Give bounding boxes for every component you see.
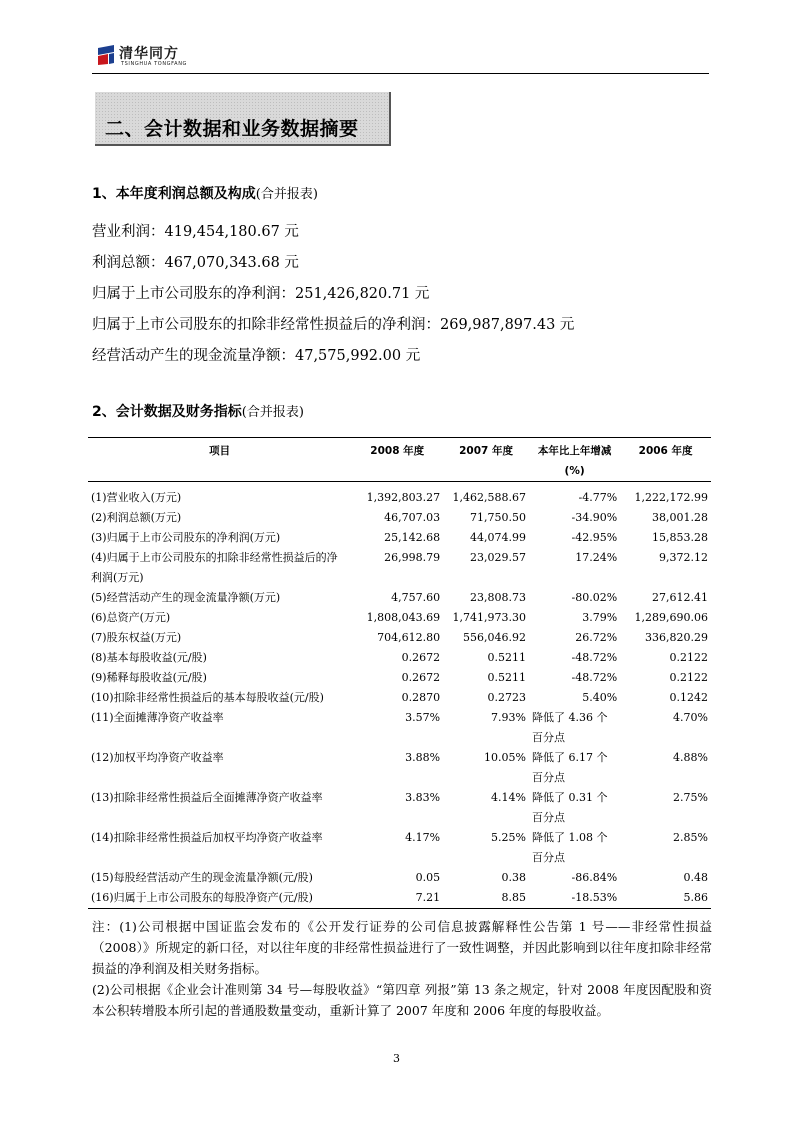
cell-2007: 0.5211: [487, 671, 526, 684]
page-header: [92, 40, 709, 74]
cell-change: -48.72%: [571, 671, 618, 684]
cell-change: -42.95%: [571, 531, 618, 544]
cell-2007: 71,750.50: [469, 511, 526, 524]
cell-2006: 0.2122: [669, 671, 708, 684]
subsection-1-note: (合并报表): [255, 187, 318, 202]
cell-2008: 7.21: [415, 891, 441, 904]
cell-2006: 2.85%: [673, 831, 708, 844]
cell-change: 17.24%: [575, 551, 618, 564]
profit-summary: [92, 220, 712, 375]
cell-2007: 44,074.99: [469, 531, 526, 544]
note-2: (2)公司根据《企业会计准则第 34 号—每股收益》“第四章 列报”第 13 条之规定，针对 2008 年度因配股和资本公积转增股本所引起的普通股数量变动，重新计算了 2007 年度和 2006 年度的每股收益。: [92, 982, 712, 1018]
table-row: [88, 508, 711, 528]
cell-2008: 3.83%: [405, 791, 441, 804]
cell-2007: 23,808.73: [469, 591, 526, 604]
cell-2007: 0.38: [501, 871, 526, 884]
cell-2008: 0.2672: [401, 651, 441, 664]
cell-2006: 4.88%: [673, 751, 708, 764]
cell-2007: 4.14%: [491, 791, 526, 804]
cell-2007: 1,462,588.67: [452, 491, 526, 504]
cell-2008: 1,392,803.27: [366, 491, 441, 504]
table-row: [88, 608, 711, 628]
cell-change: 3.79%: [582, 611, 618, 624]
summary-line-operating-profit: 营业利润：419,454,180.67 元: [92, 224, 299, 240]
table-row: [88, 648, 711, 668]
summary-line-total-profit: 利润总额：467,070,343.68 元: [92, 255, 299, 271]
cell-change: -48.72%: [571, 651, 618, 664]
cell-2006: 0.2122: [669, 651, 708, 664]
cell-2006: 336,820.29: [645, 631, 708, 644]
cell-item: (16)归属于上市公司股东的每股净资产(元/股): [91, 891, 313, 904]
col-header-2008: 2008 年度: [370, 445, 425, 457]
table-row: [88, 528, 711, 548]
header-divider: [92, 73, 709, 74]
cell-2007: 5.25%: [491, 831, 526, 844]
cell-2008: 0.2672: [401, 671, 441, 684]
logo-english-name: TSINGHUA TONGFANG: [121, 61, 188, 67]
table-row: [88, 688, 711, 708]
cell-2006: 27,612.41: [652, 591, 708, 604]
cell-2008: 4,757.60: [391, 591, 441, 604]
cell-2007: 1,741,973.30: [452, 611, 526, 624]
summary-line-cash-flow: 经营活动产生的现金流量净额：47,575,992.00 元: [92, 348, 421, 364]
cell-2006: 1,222,172.99: [634, 491, 708, 504]
cell-item: (2)利润总额(万元): [91, 511, 182, 524]
cell-change: -86.84%: [571, 871, 618, 884]
cell-2008: 26,998.79: [384, 551, 441, 564]
col-header-item: 项目: [209, 445, 231, 457]
col-header-2007: 2007 年度: [459, 445, 513, 457]
cell-change: 降低了 4.36 个百分点: [531, 711, 608, 744]
cell-item: (10)扣除非经常性损益后的基本每股收益(元/股): [91, 691, 324, 704]
logo-chinese-name: 清华同方: [119, 46, 179, 62]
table-header-row: [88, 438, 711, 482]
cell-2007: 0.2723: [487, 691, 526, 704]
cell-2008: 0.05: [415, 871, 441, 884]
cell-2006: 0.1242: [669, 691, 708, 704]
cell-change: 降低了 0.31 个百分点: [531, 791, 608, 824]
table-row: [88, 888, 711, 909]
cell-2008: 46,707.03: [384, 511, 441, 524]
cell-change: -4.77%: [578, 491, 618, 504]
cell-2006: 5.86: [683, 891, 708, 904]
cell-item: (4)归属于上市公司股东的扣除非经常性损益后的净利润(万元): [91, 551, 338, 584]
cell-change: -80.02%: [571, 591, 618, 604]
cell-2008: 25,142.68: [384, 531, 441, 544]
cell-item: (8)基本每股收益(元/股): [91, 651, 207, 664]
subsection-2-title: 2、会计数据及财务指标: [92, 404, 242, 420]
cell-item: (14)扣除非经常性损益后加权平均净资产收益率: [91, 831, 323, 844]
cell-2007: 23,029.57: [469, 551, 526, 564]
cell-2006: 38,001.28: [652, 511, 708, 524]
cell-change: 降低了 6.17 个百分点: [531, 751, 608, 784]
section-title: 二、会计数据和业务数据摘要: [105, 118, 359, 140]
cell-item: (12)加权平均净资产收益率: [91, 751, 224, 764]
cell-2008: 3.57%: [405, 711, 441, 724]
cell-2006: 4.70%: [673, 711, 708, 724]
subsection-2-heading: [92, 401, 304, 421]
page-number: 3: [393, 1052, 400, 1065]
table-row: [88, 668, 711, 688]
cell-2006: 0.48: [683, 871, 708, 884]
cell-2006: 2.75%: [673, 791, 708, 804]
subsection-1-heading: [92, 183, 318, 203]
table-row: [88, 548, 711, 588]
table-notes: [92, 916, 712, 1021]
table-row: [88, 482, 711, 509]
table-row: [88, 748, 711, 788]
cell-item: (11)全面摊薄净资产收益率: [91, 711, 224, 724]
cell-item: (7)股东权益(万元): [91, 631, 182, 644]
table-row: [88, 588, 711, 608]
cell-2008: 1,808,043.69: [366, 611, 441, 624]
financial-indicators-table: [88, 437, 711, 909]
cell-change: -18.53%: [571, 891, 618, 904]
cell-2007: 556,046.92: [462, 631, 526, 644]
cell-2007: 8.85: [501, 891, 526, 904]
cell-item: (1)营业收入(万元): [91, 491, 182, 504]
section-title-box: [95, 92, 391, 146]
cell-2008: 4.17%: [405, 831, 441, 844]
cell-2007: 7.93%: [491, 711, 526, 724]
cell-change: 降低了 1.08 个百分点: [531, 831, 608, 864]
table-row: [88, 708, 711, 748]
cell-2007: 10.05%: [484, 751, 526, 764]
cell-item: (15)每股经营活动产生的现金流量净额(元/股): [91, 871, 313, 884]
cell-item: (9)稀释每股收益(元/股): [91, 671, 207, 684]
cell-2007: 0.5211: [487, 651, 526, 664]
subsection-2-note: (合并报表): [241, 405, 304, 420]
cell-item: (3)归属于上市公司股东的净利润(万元): [91, 531, 281, 544]
col-header-change: 本年比上年增减(%): [537, 445, 612, 477]
subsection-1-title: 1、本年度利润总额及构成: [92, 186, 256, 202]
table-row: [88, 788, 711, 828]
table-row: [88, 868, 711, 888]
cell-2006: 1,289,690.06: [634, 611, 708, 624]
cell-2006: 15,853.28: [652, 531, 708, 544]
cell-item: (6)总资产(万元): [91, 611, 171, 624]
summary-line-net-profit: 归属于上市公司股东的净利润：251,426,820.71 元: [92, 286, 430, 302]
cell-change: 26.72%: [575, 631, 618, 644]
note-1: 注：(1)公司根据中国证监会发布的《公开发行证券的公司信息披露解释性公告第 1 号——非经常性损益（2008）》所规定的新口径，对以往年度的非经常性损益进行了一致性调整，并因此影响到以往年度扣除非经常损益的净利润及相关财务指标。: [92, 919, 712, 976]
cell-2008: 0.2870: [401, 691, 441, 704]
cell-2008: 704,612.80: [377, 631, 441, 644]
col-header-2006: 2006 年度: [638, 445, 693, 457]
table-row: [88, 828, 711, 868]
cell-change: 5.40%: [582, 691, 618, 704]
cell-item: (5)经营活动产生的现金流量净额(万元): [91, 591, 281, 604]
summary-line-net-profit-excl: 归属于上市公司股东的扣除非经常性损益后的净利润：269,987,897.43 元: [92, 317, 575, 333]
cell-change: -34.90%: [571, 511, 618, 524]
tongfang-logo-icon: [96, 44, 116, 66]
cell-2006: 9,372.12: [659, 551, 708, 564]
cell-item: (13)扣除非经常性损益后全面摊薄净资产收益率: [91, 791, 323, 804]
cell-2008: 3.88%: [405, 751, 441, 764]
table-row: [88, 628, 711, 648]
